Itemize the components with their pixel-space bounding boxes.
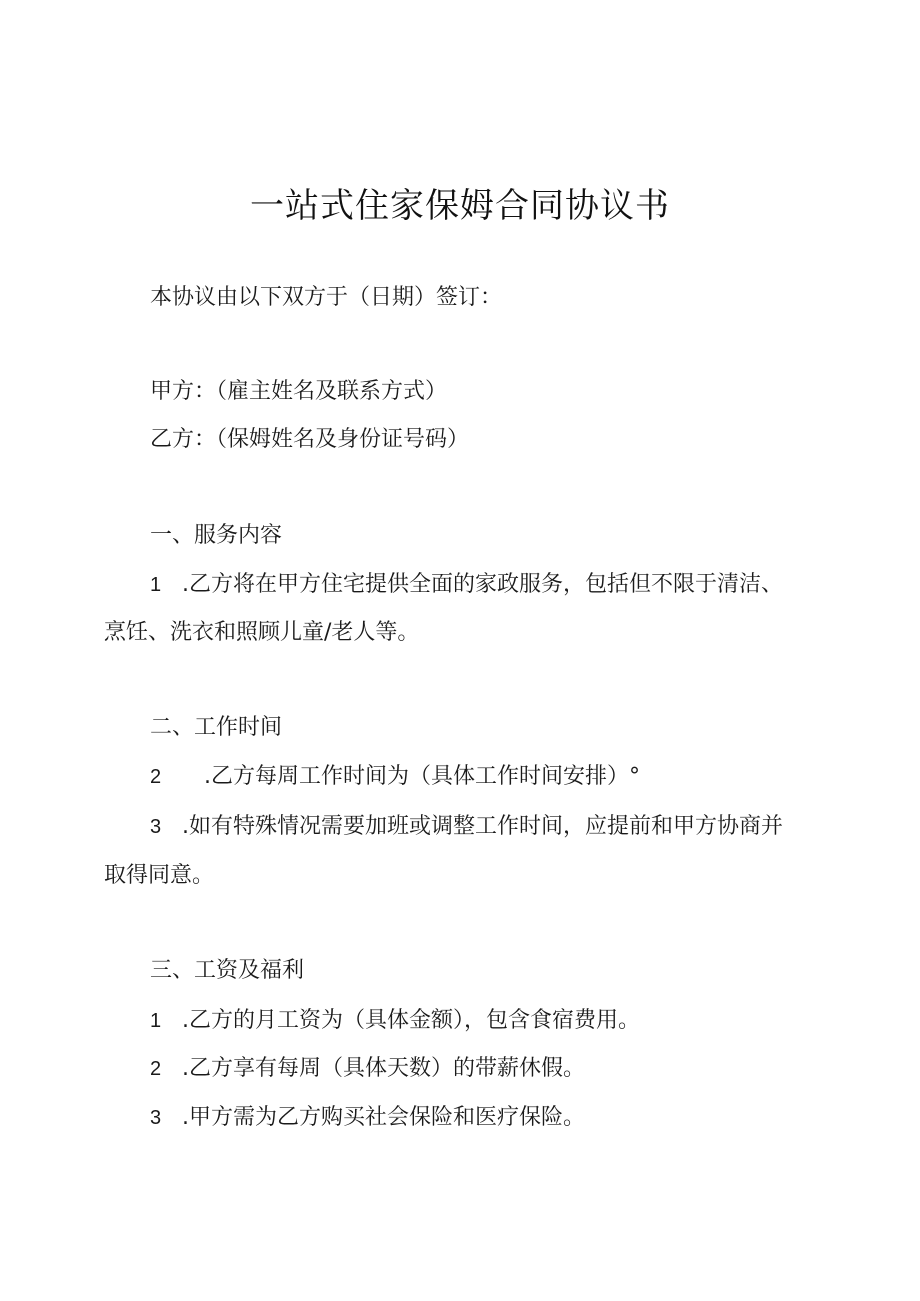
clause-number: 2 <box>150 766 162 788</box>
clause-text: .乙方每周工作时间为（具体工作时间安排）° <box>204 764 640 789</box>
party-b-line: 乙方：（保姆姓名及身份证号码） <box>150 427 470 452</box>
clause-text: .乙方将在甲方住宅提供全面的家政服务，包括但不限于清洁、 <box>182 572 783 597</box>
clause-number: 3 <box>150 816 162 838</box>
document-title: 一站式住家保姆合同协议书 <box>250 186 670 226</box>
intro-line: 本协议由以下双方于（日期）签订： <box>150 285 503 310</box>
clause-number: 1 <box>150 1010 162 1032</box>
clause-text: .乙方的月工资为（具体金额），包含食宿费用。 <box>182 1008 640 1033</box>
section-heading: 二、工作时间 <box>150 715 283 740</box>
clause-text: .如有特殊情况需要加班或调整工作时间，应提前和甲方协商并 <box>182 814 783 839</box>
clause-text: .甲方需为乙方购买社会保险和医疗保险。 <box>182 1105 585 1130</box>
section-heading: 一、服务内容 <box>150 523 283 548</box>
clause-line <box>150 812 783 842</box>
clause-continuation: 烹饪、洗衣和照顾儿童/老人等。 <box>104 620 420 645</box>
clause-number: 1 <box>150 574 162 596</box>
section-heading: 三、工资及福利 <box>150 958 305 983</box>
clause-line <box>150 762 640 792</box>
clause-text: .乙方享有每周（具体天数）的带薪休假。 <box>182 1056 585 1081</box>
clause-continuation: 取得同意。 <box>104 863 215 888</box>
party-a-line: 甲方：（雇主姓名及联系方式） <box>150 379 448 404</box>
clause-line <box>150 570 783 600</box>
clause-number: 3 <box>150 1107 162 1129</box>
clause-line <box>150 1006 640 1036</box>
clause-number: 2 <box>150 1058 162 1080</box>
clause-line <box>150 1103 585 1133</box>
clause-line <box>150 1054 585 1084</box>
